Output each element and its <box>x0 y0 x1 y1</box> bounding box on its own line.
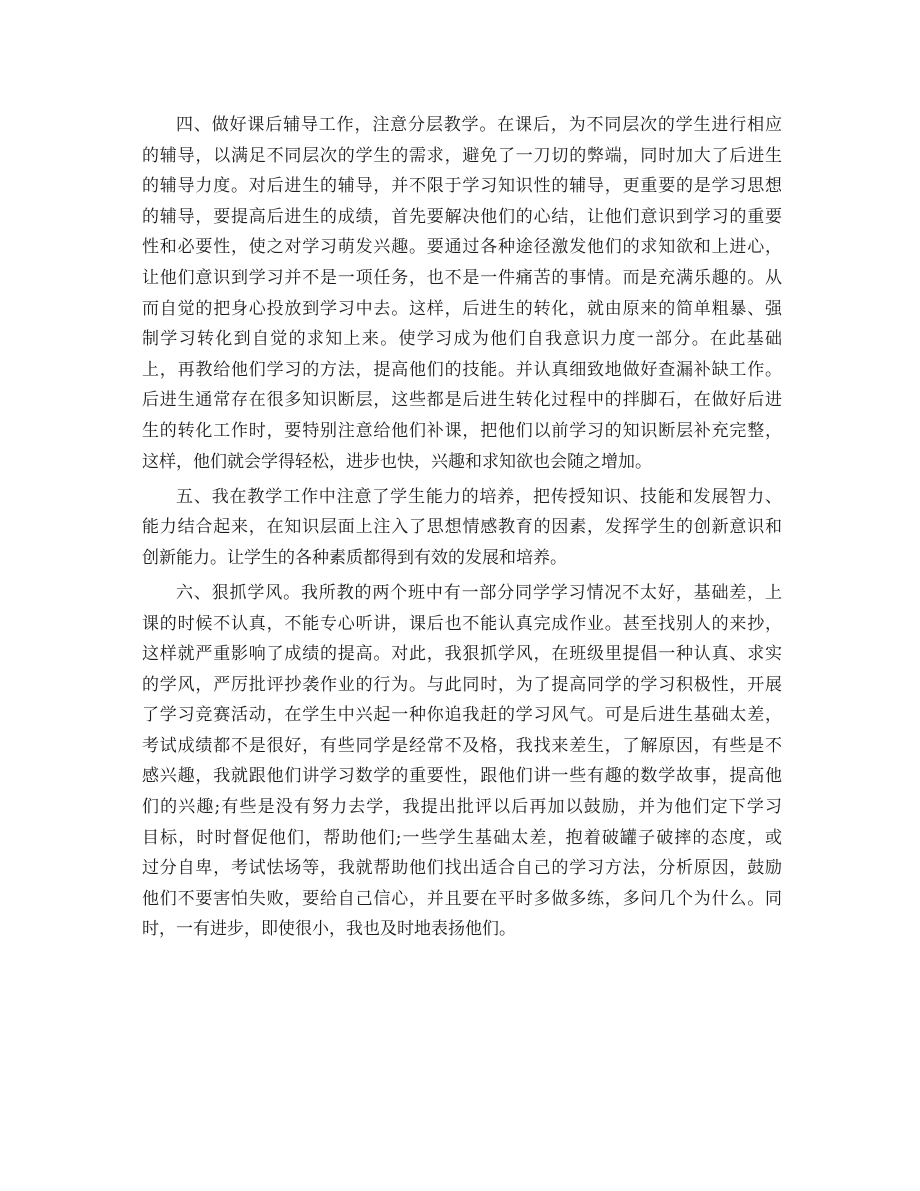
text-line: 上，再教给他们学习的方法，提高他们的技能。并认真细致地做好查漏补缺工作。 <box>142 359 782 380</box>
text-line: 而自觉的把身心投放到学习中去。这样，后进生的转化，就由原来的简单粗暴、强 <box>142 298 782 319</box>
text-line: 创新能力。让学生的各种素质都得到有效的发展和培养。 <box>142 547 567 568</box>
text-line: 五、我在教学工作中注意了学生能力的培养，把传授知识、技能和发展智力、 <box>176 486 782 507</box>
text-line: 了学习竞赛活动，在学生中兴起一种你追我赶的学习风气。可是后进生基础太差， <box>142 705 782 726</box>
text-line: 们的兴趣;有些是没有努力去学，我提出批评以后再加以鼓励，并为他们定下学习 <box>142 797 782 818</box>
text-line: 考试成绩都不是很好，有些同学是经常不及格，我找来差生，了解原因，有些是不 <box>142 735 782 756</box>
text-line: 这样就严重影响了成绩的提高。对此，我狠抓学风，在班级里提倡一种认真、求实 <box>142 644 782 665</box>
text-line: 时，一有进步，即使很小，我也及时地表扬他们。 <box>142 919 516 940</box>
text-line: 过分自卑，考试怯场等，我就帮助他们找出适合自己的学习方法，分析原因，鼓励 <box>142 858 782 879</box>
text-line: 让他们意识到学习并不是一项任务，也不是一件痛苦的事情。而是充满乐趣的。从 <box>142 267 782 288</box>
text-line: 的辅导，以满足不同层次的学生的需求，避免了一刀切的弊端，同时加大了后进生 <box>142 145 782 166</box>
document-body <box>142 110 782 950</box>
text-line: 课的时候不认真，不能专心听讲，课后也不能认真完成作业。甚至找别人的来抄， <box>142 613 782 634</box>
text-line: 四、做好课后辅导工作，注意分层教学。在课后，为不同层次的学生进行相应 <box>176 115 782 135</box>
text-line: 目标，时时督促他们，帮助他们;一些学生基础太差，抱着破罐子破摔的态度，或 <box>142 827 782 848</box>
text-line: 生的转化工作时，要特别注意给他们补课，把他们以前学习的知识断层补充完整， <box>142 420 782 441</box>
paragraph <box>142 578 782 945</box>
text-line: 的辅导，要提高后进生的成绩，首先要解决他们的心结，让他们意识到学习的重要 <box>142 206 782 227</box>
text-line: 的学风，严厉批评抄袭作业的行为。与此同时，为了提高同学的学习积极性，开展 <box>142 674 782 695</box>
text-line: 这样，他们就会学得轻松，进步也快，兴趣和求知欲也会随之增加。 <box>142 451 652 472</box>
text-line: 后进生通常存在很多知识断层，这些都是后进生转化过程中的拌脚石，在做好后进 <box>142 390 782 411</box>
paragraph <box>142 110 782 477</box>
text-line: 感兴趣，我就跟他们讲学习数学的重要性，跟他们讲一些有趣的数学故事，提高他 <box>142 766 782 787</box>
paragraph <box>142 482 782 574</box>
text-line: 的辅导力度。对后进生的辅导，并不限于学习知识性的辅导，更重要的是学习思想 <box>142 176 782 197</box>
text-line: 制学习转化到自觉的求知上来。使学习成为他们自我意识力度一部分。在此基础 <box>142 329 782 350</box>
text-line: 性和必要性，使之对学习萌发兴趣。要通过各种途径激发他们的求知欲和上进心， <box>142 237 782 258</box>
text-line: 能力结合起来，在知识层面上注入了思想情感教育的因素，发挥学生的创新意识和 <box>142 517 782 538</box>
text-line: 他们不要害怕失败，要给自己信心，并且要在平时多做多练，多问几个为什么。同 <box>142 888 782 909</box>
text-line: 六、狠抓学风。我所教的两个班中有一部分同学学习情况不太好，基础差，上 <box>176 582 782 603</box>
